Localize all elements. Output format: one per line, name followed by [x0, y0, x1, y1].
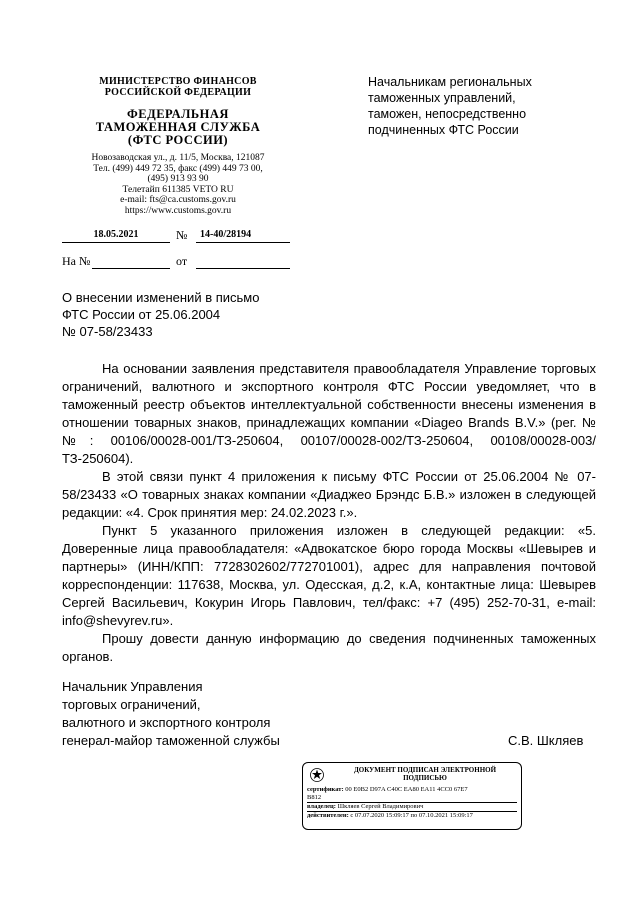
stamp-title: [333, 766, 517, 782]
addressee-line: Начальникам региональных: [368, 75, 532, 89]
position-line: генерал-майор таможенной службы: [62, 733, 280, 748]
website-line: https://www.customs.gov.ru: [124, 205, 232, 216]
reference-number-blank: [92, 254, 170, 269]
stamp-title-line: ПОДПИСЬЮ: [403, 774, 447, 782]
body-paragraph: В этой связи пункт 4 приложения к письму ФТС России от 25.06.2004 № 07-58/23433 «О товарных знаках компании «Диаджео Брэндс Б.В.» изложен в следующей редакции: «4. Срок принятия мер: 24.02.2023 г.».: [62, 469, 596, 520]
agency-line: (ФТС РОССИИ): [127, 133, 229, 147]
number-sign: №: [176, 228, 188, 242]
addressee-block: [368, 74, 608, 138]
certificate-row: [307, 786, 517, 794]
validity-label: действителен:: [307, 812, 349, 819]
reference-from-label: от: [176, 254, 188, 268]
letter-body: [62, 360, 596, 666]
owner-row: [307, 803, 517, 812]
body-paragraph: Пункт 5 указанного приложения изложен в следующей редакции: «5. Доверенные лица правообладателя: «Адвокатское бюро города Москвы «Шевырев и партнеры» (ИНН/КПП: 7728302602/772701001), адрес для направления почтовой корреспонденции: 117638, Москва, ул. Одесская, д.2, к.А, контактные лица: Шевырев Сергей Васильевич, Кокурин Игорь Павлович, тел/факс: +7 (495) 252-70-31, e-mail: info@shevyrev.ru».: [62, 523, 596, 628]
ministry-name: [60, 76, 296, 98]
ministry-line: РОССИЙСКОЙ ФЕДЕРАЦИИ: [104, 87, 252, 98]
body-paragraph: Прошу довести данную информацию до сведения подчиненных таможенных органов.: [62, 631, 596, 664]
addressee-line: таможен, непосредственно: [368, 107, 527, 121]
document-date: 18.05.2021: [62, 228, 170, 243]
signer-name: С.В. Шкляев: [508, 733, 584, 748]
signer-position: [62, 678, 280, 750]
position-line: торговых ограничений,: [62, 697, 201, 712]
owner-label: владелец:: [307, 803, 336, 810]
agency-name: [60, 108, 296, 147]
certificate-value: 00 E0B2 D97A C40C EA80 EA11 4CC0 67E7: [345, 786, 468, 793]
phone-line: Тел. (499) 449 72 35, факс (499) 449 73 00,: [93, 163, 263, 174]
ministry-line: МИНИСТЕРСТВО ФИНАНСОВ: [99, 76, 257, 87]
subject-line: О внесении изменений в письмо: [62, 290, 260, 305]
emblem-icon: [309, 767, 325, 783]
validity-row: [307, 812, 517, 820]
stamp-title-line: ДОКУМЕНТ ПОДПИСАН ЭЛЕКТРОННОЙ: [353, 766, 497, 774]
subject-line: ФТС России от 25.06.2004: [62, 307, 221, 322]
certificate-value-cont: B812: [307, 794, 517, 803]
reference-date-blank: [196, 254, 290, 269]
certificate-label: сертификат:: [307, 786, 344, 793]
electronic-signature-stamp: [302, 762, 522, 830]
email-line: e-mail: fts@ca.customs.gov.ru: [120, 195, 236, 205]
agency-line: ФЕДЕРАЛЬНАЯ: [127, 107, 229, 121]
body-paragraph: На основании заявления представителя правообладателя Управление торговых ограничений, валютного и экспортного контроля ФТС России уведомляет, что в таможенный реестр объектов интеллектуальной собственности внесены изменения в отношении товарных знаков, принадлежащих компании «Diageo Brands B.V.» (рег. №№: 00106/00028-001/ТЗ-250604, 00107/00028-002/ТЗ-250604, 00108/00028-003/ТЗ-250604).: [62, 361, 596, 466]
address-line: Новозаводская ул., д. 11/5, Москва, 121087: [91, 153, 265, 163]
reference-label: На №: [62, 254, 91, 268]
position-line: Начальник Управления: [62, 679, 203, 694]
phone-line-2: (495) 913 93 90: [147, 174, 209, 184]
position-line: валютного и экспортного контроля: [62, 715, 271, 730]
agency-line: ТАМОЖЕННАЯ СЛУЖБА: [95, 120, 261, 134]
agency-contacts: [60, 153, 296, 216]
letter-subject: [62, 289, 259, 340]
validity-value: с 07.07.2020 15:09:17 по 07.10.2021 15:09:17: [350, 812, 473, 819]
teletype-line: Телетайп 611385 VETO RU: [122, 184, 234, 195]
owner-value: Шкляев Сергей Владимирович: [337, 803, 424, 810]
document-number: 14-40/28194: [196, 228, 290, 243]
addressee-line: таможенных управлений,: [368, 91, 516, 105]
addressee-line: подчиненных ФТС России: [368, 123, 519, 137]
subject-line: № 07-58/23433: [62, 324, 153, 339]
